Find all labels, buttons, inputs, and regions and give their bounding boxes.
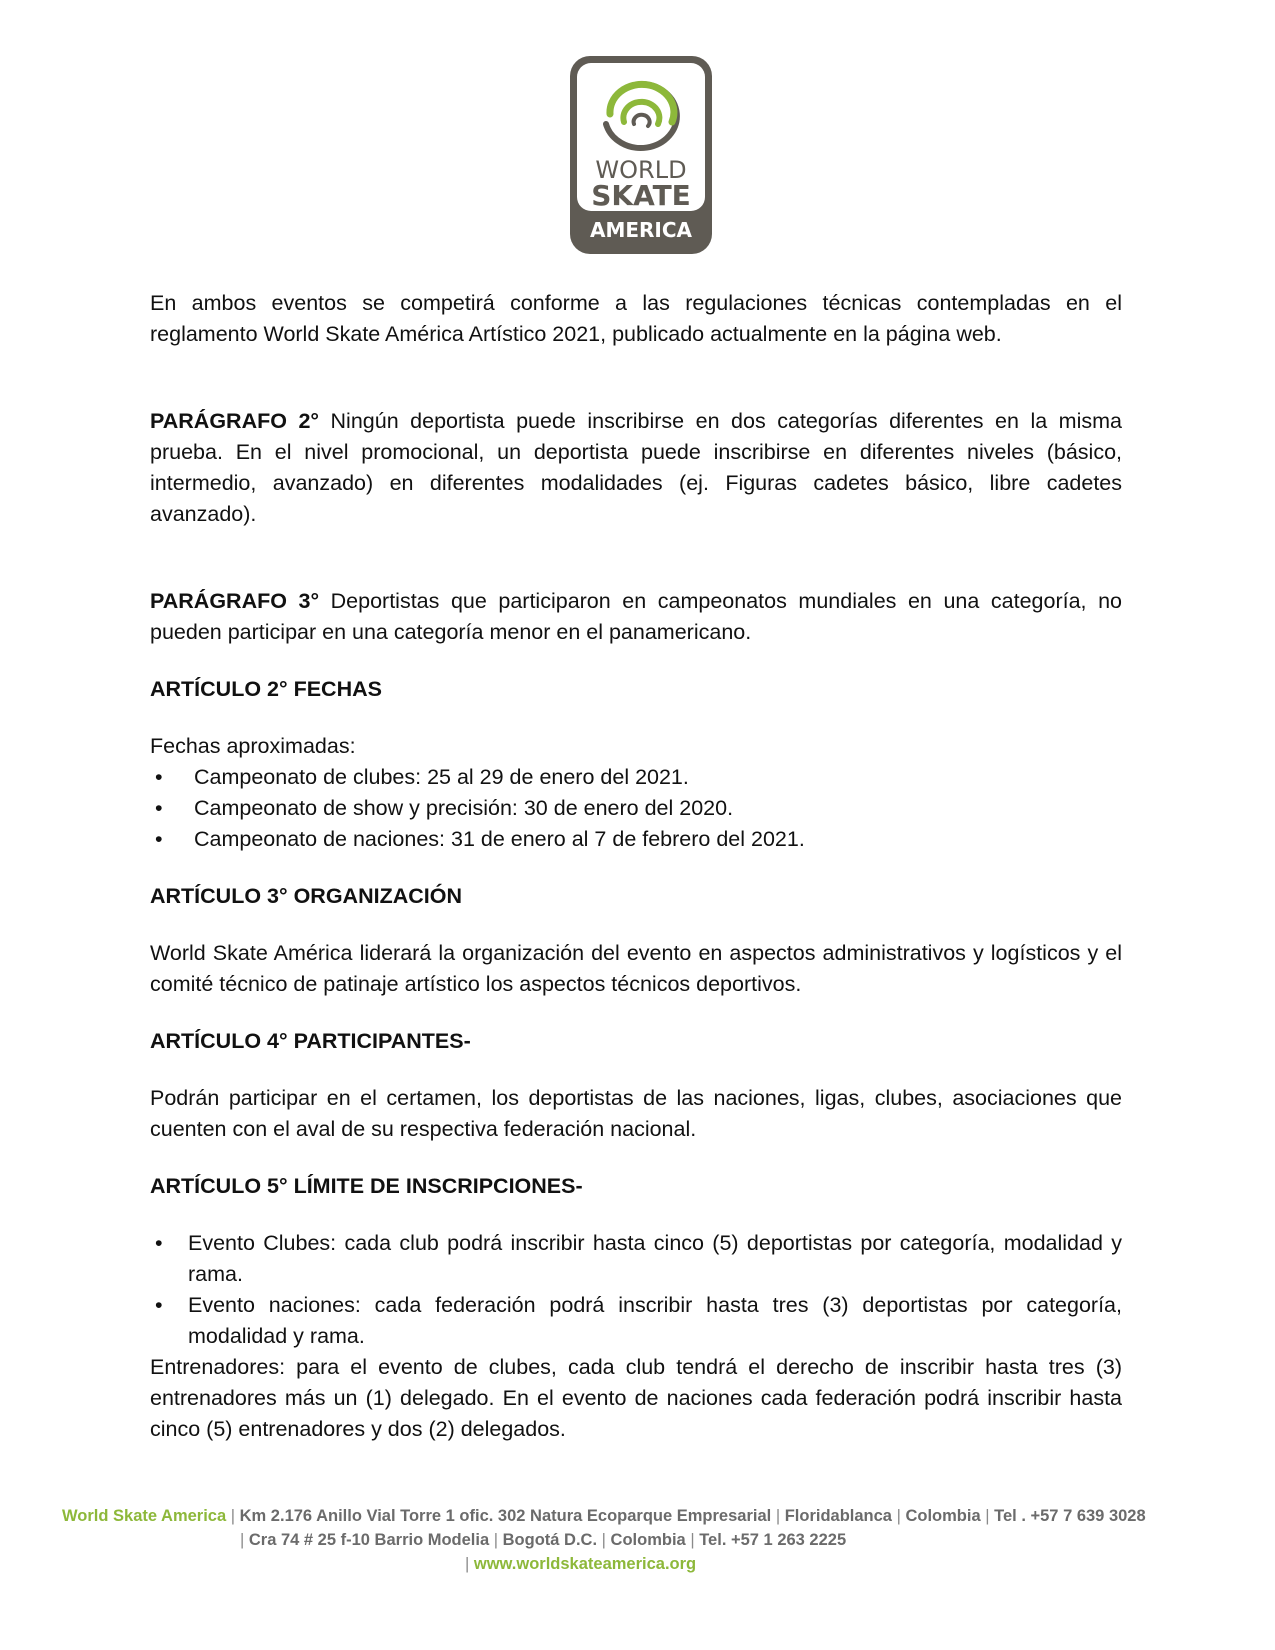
footer-address-2: Cra 74 # 25 f-10 Barrio Modelia: [248, 1531, 490, 1549]
paragrafo-2-label: PARÁGRAFO 2°: [150, 409, 320, 433]
separator: |: [896, 1507, 901, 1525]
separator: |: [465, 1555, 470, 1573]
article-5-text: Entrenadores: para el evento de clubes, cada club tendrá el derecho de inscribir hasta tres (3) entrenadores más un (1) delegado. En el evento de naciones cada federación podrá inscribir hasta cinco (5) entrenadores y dos (2) delegados.: [150, 1355, 1122, 1441]
dates-list: [150, 762, 1122, 855]
article-3-heading: ARTÍCULO 3° ORGANIZACIÓN: [150, 884, 462, 908]
list-item: • Evento Clubes: cada club podrá inscribir hasta cinco (5) deportistas por categoría, modalidad y rama.: [150, 1228, 1122, 1290]
intro-paragraph: En ambos eventos se competirá conforme a las regulaciones técnicas contempladas en el reglamento World Skate América Artístico 2021, publicado actualmente en la página web.: [150, 291, 1122, 346]
separator: |: [690, 1531, 695, 1549]
footer-tel-2: Tel. +57 1 263 2225: [699, 1531, 847, 1549]
footer-line-2: [240, 1528, 846, 1552]
footer-line-1: [62, 1504, 1146, 1528]
list-item: • Campeonato de naciones: 31 de enero al 7 de febrero del 2021.: [150, 824, 1122, 855]
document-body: [150, 288, 1122, 1445]
footer-city-2: Bogotá D.C.: [502, 1531, 598, 1549]
logo-line1: WORLD: [595, 156, 687, 184]
footer-org: World Skate America: [62, 1507, 227, 1525]
footer-website-link[interactable]: www.worldskateamerica.org: [473, 1555, 697, 1573]
limits-list: [150, 1228, 1122, 1352]
footer-tel-1: Tel . +57 7 639 3028: [994, 1507, 1146, 1525]
article-2-intro: Fechas aproximadas:: [150, 734, 356, 758]
paragrafo-3-label: PARÁGRAFO 3°: [150, 589, 320, 613]
world-skate-america-logo: [568, 54, 714, 256]
separator: |: [775, 1507, 781, 1525]
article-4-text: Podrán participar en el certamen, los deportistas de las naciones, ligas, clubes, asociaciones que cuenten con el aval de su respectiva federación nacional.: [150, 1086, 1122, 1141]
article-4-heading: ARTÍCULO 4° PARTICIPANTES-: [150, 1029, 471, 1053]
list-item: • Evento naciones: cada federación podrá inscribir hasta tres (3) deportistas por categoría, modalidad y rama.: [150, 1290, 1122, 1352]
list-item: • Campeonato de show y precisión: 30 de enero del 2020.: [150, 793, 1122, 824]
article-2-heading: ARTÍCULO 2° FECHAS: [150, 677, 382, 701]
footer-country-1: Colombia: [905, 1507, 981, 1525]
footer-country-2: Colombia: [610, 1531, 686, 1549]
footer-address-1: Km 2.176 Anillo Vial Torre 1 ofic. 302 Natura Ecoparque Empresarial: [239, 1507, 772, 1525]
separator: |: [601, 1531, 606, 1549]
footer-city-1: Floridablanca: [784, 1507, 892, 1525]
article-3-text: World Skate América liderará la organización del evento en aspectos administrativos y logísticos y el comité técnico de patinaje artístico los aspectos técnicos deportivos.: [150, 941, 1122, 996]
paragrafo-3-text: Deportistas que participaron en campeonatos mundiales en una categoría, no pueden participar en una categoría menor en el panamericano.: [150, 589, 1122, 644]
separator: |: [230, 1507, 236, 1525]
separator: |: [985, 1507, 990, 1525]
logo-line3: AMERICA: [589, 218, 693, 242]
footer-line-3: [465, 1552, 696, 1576]
logo-line2: SKATE: [591, 179, 691, 212]
paragrafo-2-text: Ningún deportista puede inscribirse en dos categorías diferentes en la misma prueba. En el nivel promocional, un deportista puede inscribirse en diferentes niveles (básico, intermedio, avanzado) en diferentes modalidades (ej. Figuras cadetes básico, libre cadetes avanzado).: [150, 409, 1122, 526]
article-5-heading: ARTÍCULO 5° LÍMITE DE INSCRIPCIONES-: [150, 1174, 583, 1198]
list-item: • Campeonato de clubes: 25 al 29 de enero del 2021.: [150, 762, 1122, 793]
paragrafo-3: [150, 586, 1122, 648]
separator: |: [493, 1531, 499, 1549]
separator: |: [240, 1531, 245, 1549]
paragrafo-2: [150, 406, 1122, 530]
